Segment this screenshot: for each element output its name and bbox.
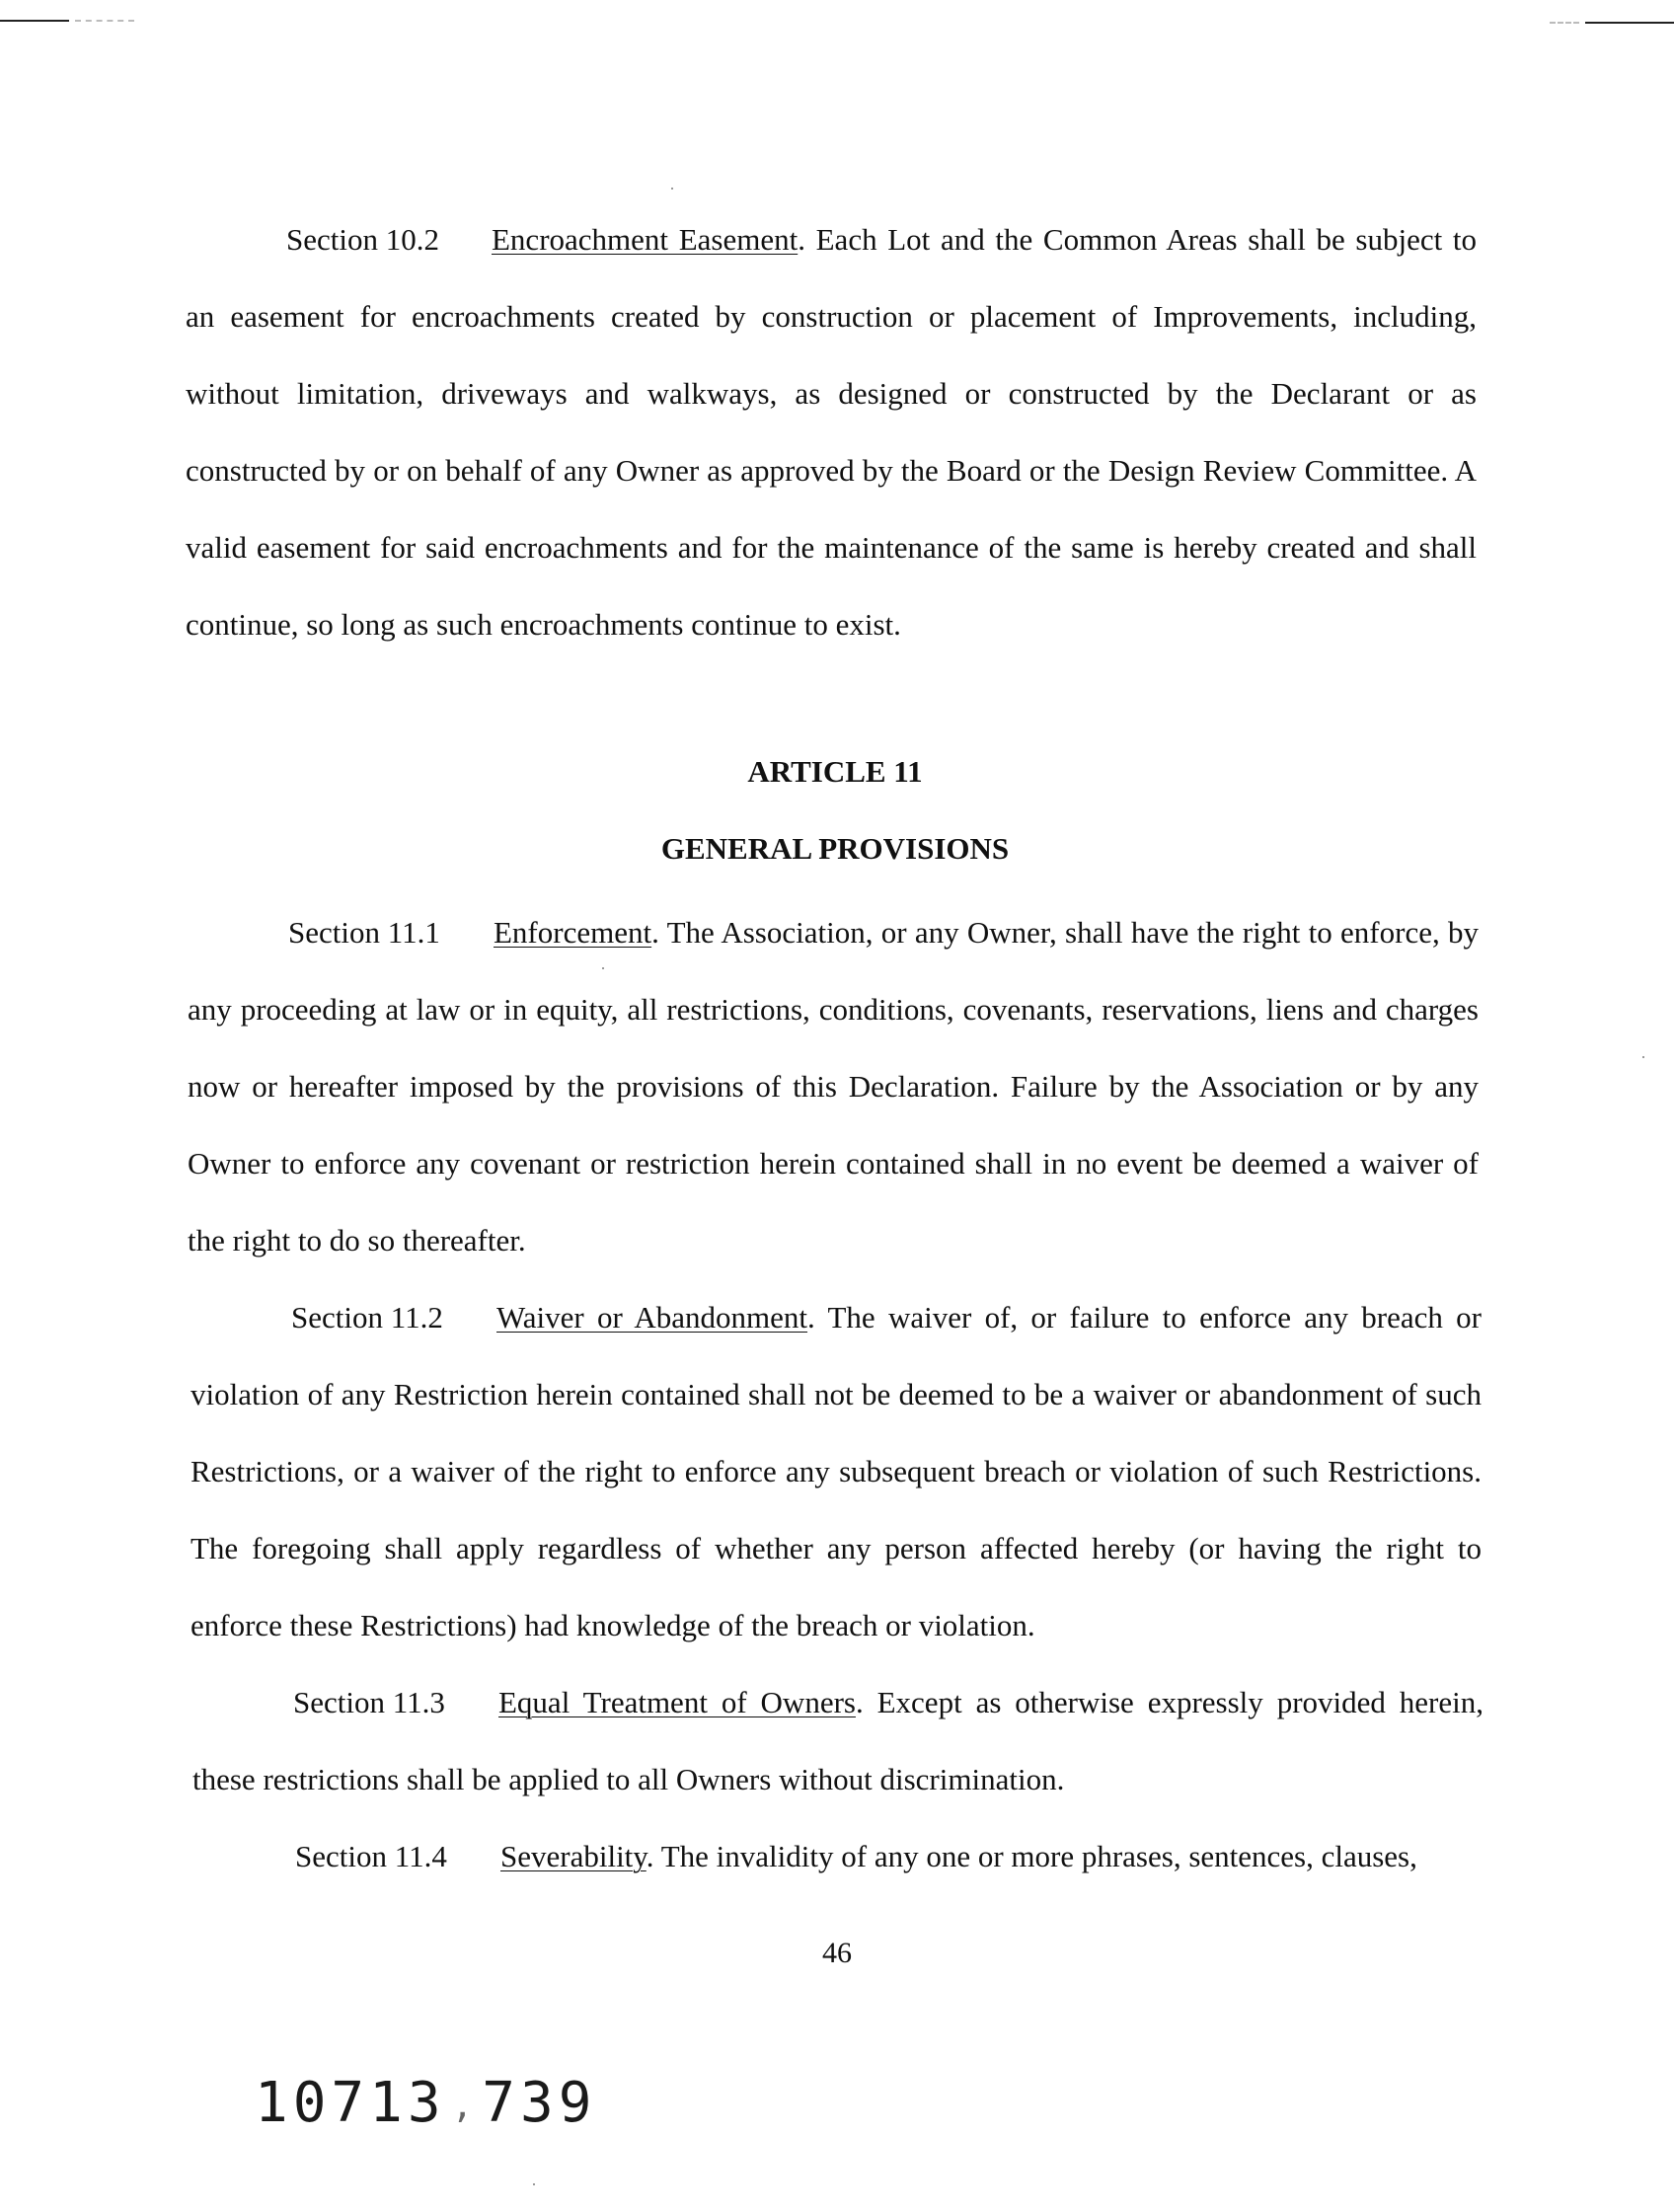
section-title: Waiver or Abandonment [496,1300,808,1335]
scan-speck [1642,1056,1644,1058]
article-title: GENERAL PROVISIONS [660,831,1010,866]
section-title: Equal Treatment of Owners [498,1685,856,1719]
section-11-3 [192,1664,1484,1818]
section-body: . The invalidity of any one or more phrases, sentences, clauses, [646,1839,1417,1873]
section-10-2 [186,201,1477,663]
section-title: Encroachment Easement [492,222,799,257]
scan-edge-mark [75,20,134,22]
section-11-2 [190,1279,1482,1664]
scan-speck [602,967,604,969]
section-11-1 [188,894,1479,1279]
stamp-separator-mark: , [451,2086,479,2127]
section-number: Section 11.1 [288,915,440,950]
page-number: 46 [822,1937,852,1969]
scan-speck [671,188,673,190]
section-title: Enforcement [494,915,652,950]
scan-edge-mark [1585,22,1674,24]
scan-edge-mark [1550,22,1579,24]
stamp-page-number: 739 [482,2071,597,2135]
scan-speck [533,2183,535,2185]
section-body: . The waiver of, or failure to enforce any breach or violation of any Restriction herein contained shall not be deemed to be a waiver or abandonment of such Restrictions, or a waiver of the right to enforce any subsequent breach or violation of such Restrictions. The foregoing shall apply regardless of whether any person affected hereby (or having the right to enforce these Restrictions) had knowledge of the breach or violation. [190,1300,1482,1642]
recording-stamp [255,2071,596,2135]
section-title: Severability [500,1839,647,1873]
section-number: Section 11.2 [291,1300,443,1335]
section-11-4 [194,1818,1485,1895]
section-body: . The Association, or any Owner, shall have the right to enforce, by any proceeding at law or in equity, all restrictions, conditions, covenants, reservations, liens and charges now or hereafter imposed by the provisions of this Declaration. Failure by the Association or by any Owner to enforce any covenant or restriction herein contained shall in no event be deemed a waiver of the right to do so thereafter. [188,915,1479,1258]
section-number: Section 10.2 [286,222,439,257]
stamp-book-number: 10713 [255,2071,446,2135]
section-body: . Except as otherwise expressly provided herein, these restrictions shall be applied to all Owners without discrimination. [192,1685,1484,1796]
section-body: . Each Lot and the Common Areas shall be subject to an easement for encroachments created by construction or placement of Improvements, including, without limitation, driveways and walkways, as designed or constructed by the Declarant or as constructed by or on behalf of any Owner as approved by the Board or the Design Review Committee. A valid easement for said encroachments and for the maintenance of the same is hereby created and shall continue, so long as such encroachments continue to exist. [186,222,1477,642]
section-number: Section 11.3 [293,1685,445,1719]
scan-edge-mark [0,20,69,22]
section-number: Section 11.4 [295,1839,447,1873]
article-number: ARTICLE 11 [747,754,923,789]
